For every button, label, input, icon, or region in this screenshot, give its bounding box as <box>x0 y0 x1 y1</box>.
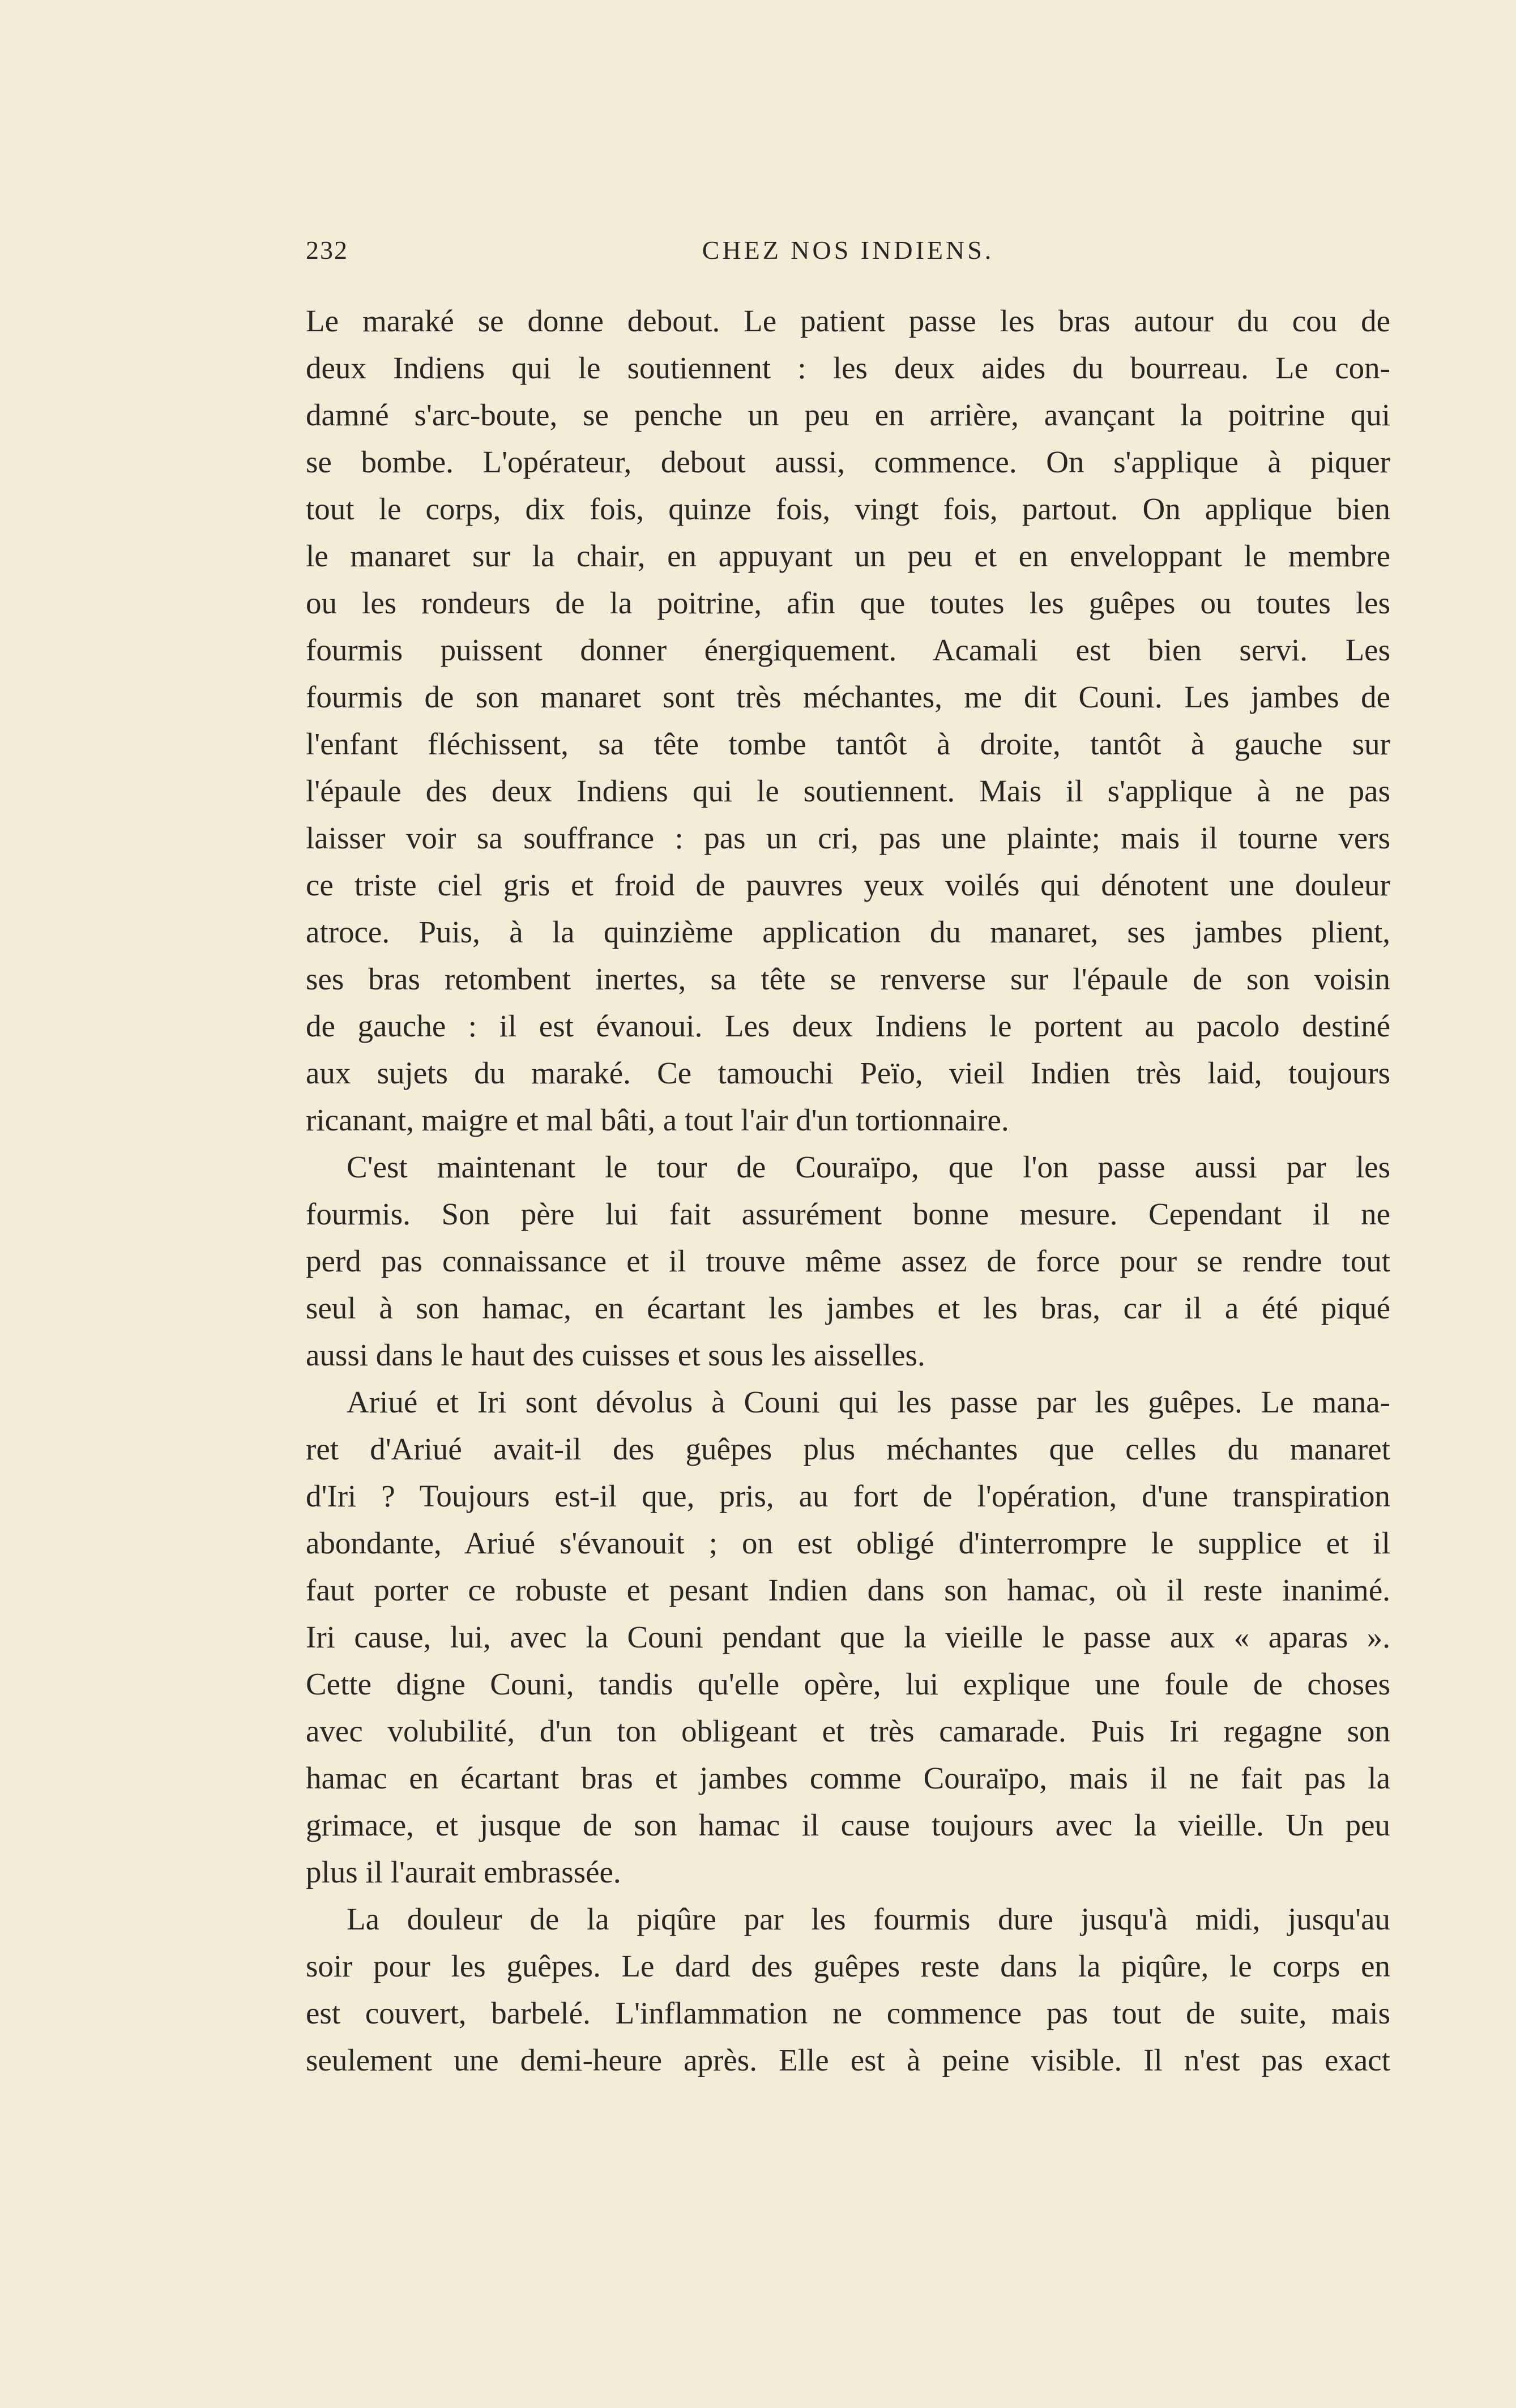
text-line: deux Indiens qui le soutiennent : les deux aides du bourreau. Le con- <box>306 351 1390 385</box>
text-line: fourmis. Son père lui fait assurément bonne mesure. Cependant il ne <box>306 1197 1390 1231</box>
text-line: atroce. Puis, à la quinzième application du manaret, ses jambes plient, <box>306 915 1390 949</box>
text-line: La douleur de la piqûre par les fourmis dure jusqu'à midi, jusqu'au <box>347 1902 1390 1936</box>
text-line: fourmis puissent donner énergiquement. Acamali est bien servi. Les <box>306 633 1390 667</box>
text-line: l'épaule des deux Indiens qui le soutiennent. Mais il s'applique à ne pas <box>306 774 1390 808</box>
page-header <box>306 235 1390 275</box>
text-line: d'Iri ? Toujours est-il que, pris, au fort de l'opération, d'une transpiration <box>306 1479 1390 1513</box>
text-line: damné s'arc-boute, se penche un peu en arrière, avançant la poitrine qui <box>306 398 1390 432</box>
text-line: faut porter ce robuste et pesant Indien dans son hamac, où il reste inanimé. <box>306 1573 1390 1607</box>
text-line: tout le corps, dix fois, quinze fois, vingt fois, partout. On applique bien <box>306 492 1390 526</box>
text-line: est couvert, barbelé. L'inflammation ne commence pas tout de suite, mais <box>306 1996 1390 2030</box>
text-line: plus il l'aurait embrassée. <box>306 1855 621 1889</box>
text-line: se bombe. L'opérateur, debout aussi, commence. On s'applique à piquer <box>306 445 1390 479</box>
text-line: soir pour les guêpes. Le dard des guêpes reste dans la piqûre, le corps en <box>306 1949 1390 1983</box>
text-line: ret d'Ariué avait-il des guêpes plus méchantes que celles du manaret <box>306 1432 1390 1466</box>
text-line: seulement une demi-heure après. Elle est à peine visible. Il n'est pas exact <box>306 2043 1390 2077</box>
text-line: C'est maintenant le tour de Couraïpo, que l'on passe aussi par les <box>347 1150 1390 1184</box>
text-line: abondante, Ariué s'évanouit ; on est obligé d'interrompre le supplice et il <box>306 1526 1390 1560</box>
text-line: fourmis de son manaret sont très méchantes, me dit Couni. Les jambes de <box>306 680 1390 714</box>
text-line: ou les rondeurs de la poitrine, afin que toutes les guêpes ou toutes les <box>306 586 1390 620</box>
text-line: laisser voir sa souffrance : pas un cri, pas une plainte; mais il tourne vers <box>306 821 1390 855</box>
text-line: hamac en écartant bras et jambes comme Couraïpo, mais il ne fait pas la <box>306 1761 1390 1795</box>
text-line: ricanant, maigre et mal bâti, a tout l'air d'un tortionnaire. <box>306 1103 1009 1137</box>
text-line: Cette digne Couni, tandis qu'elle opère, lui explique une foule de choses <box>306 1667 1390 1701</box>
text-line: de gauche : il est évanoui. Les deux Indiens le portent au pacolo destiné <box>306 1009 1390 1043</box>
text-line: Le maraké se donne debout. Le patient passe les bras autour du cou de <box>306 304 1390 338</box>
text-line: l'enfant fléchissent, sa tête tombe tantôt à droite, tantôt à gauche sur <box>306 727 1390 761</box>
text-line: ce triste ciel gris et froid de pauvres yeux voilés qui dénotent une douleur <box>306 868 1390 902</box>
text-line: perd pas connaissance et il trouve même assez de force pour se rendre tout <box>306 1244 1390 1278</box>
text-line: le manaret sur la chair, en appuyant un peu et en enveloppant le membre <box>306 539 1390 573</box>
text-line: aussi dans le haut des cuisses et sous les aisselles. <box>306 1338 925 1372</box>
page-number: 232 <box>306 236 348 264</box>
text-line: Iri cause, lui, avec la Couni pendant que la vieille le passe aux « aparas ». <box>306 1620 1390 1654</box>
text-line: grimace, et jusque de son hamac il cause toujours avec la vieille. Un peu <box>306 1808 1390 1842</box>
body-text <box>306 297 1390 2083</box>
text-line: Ariué et Iri sont dévolus à Couni qui les passe par les guêpes. Le mana- <box>347 1385 1390 1419</box>
running-title: CHEZ NOS INDIENS. <box>702 236 994 264</box>
text-line: ses bras retombent inertes, sa tête se renverse sur l'épaule de son voisin <box>306 962 1390 996</box>
text-line: avec volubilité, d'un ton obligeant et très camarade. Puis Iri regagne son <box>306 1714 1390 1748</box>
text-line: aux sujets du maraké. Ce tamouchi Peïo, vieil Indien très laid, toujours <box>306 1056 1390 1090</box>
text-line: seul à son hamac, en écartant les jambes et les bras, car il a été piqué <box>306 1291 1390 1325</box>
